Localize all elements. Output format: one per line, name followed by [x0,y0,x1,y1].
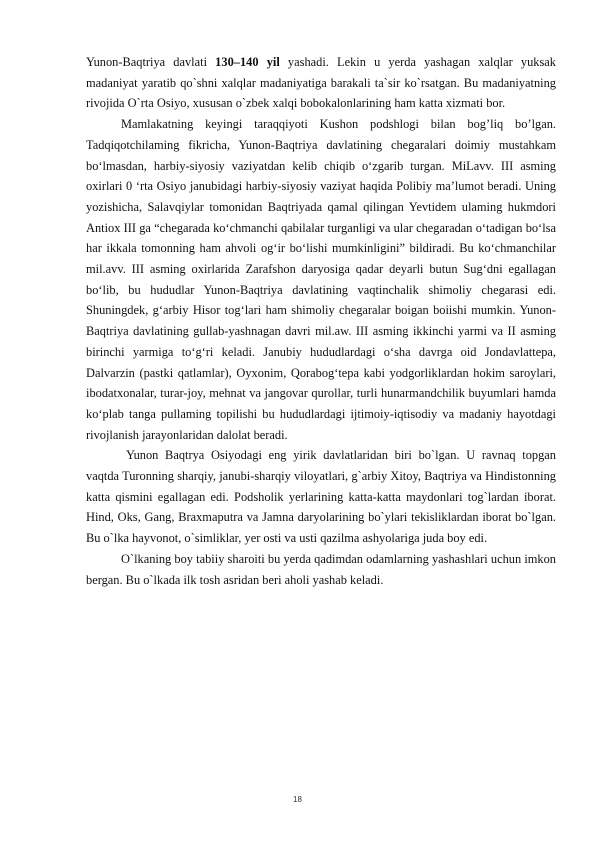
paragraph-1-lead: Yunon-Baqtriya davlati [86,55,216,69]
page-number: 18 [293,795,302,804]
paragraph-3: Yunon Baqtrya Osiyodagi eng yirik davlatlaridan biri bo`lgan. U ravnaq topgan vaqtda Turonning sharqiy, janubi-sharqiy viloyatlari, g`arbiy Xitoy, Baqtriya va Hindistonning katta qismini egallagan edi. Podsholik yerlarining katta-katta maydonlari tog`lardan iborat. Hind, Oks, Gang, Braxmaputra va Jamna daryolarining bo`ylari tekisliklardan iborat bo`lgan. Bu o`lka hayvonot, o`simliklar, yer osti va usti qazilma ashyolariga juda boy edi. [86,448,556,546]
page-body [86,52,556,590]
paragraph-1 [86,52,556,114]
paragraph-1-text: yashadi. Lekin u yerda yashagan xalqlar yuksak madaniyat yaratib qo`shni xalqlar madaniyatiga barakali ta`sir ko`rsatgan. Bu madaniyatning rivojida O`rta Osiyo, xususan o`zbek xalqi bobokalonlarining ham katta xizmati bor. [86,55,557,111]
paragraph-2: Mamlakatning keyingi taraqqiyoti Kushon podshlogi bilan bog’liq bo’lgan. Tadqiqotchilaming fikricha, Yunon-Baqtriya davlatining chegaralari doimiy mustahkam bo‘lmasdan, harbiy-siyosiy vaziyatdan kelib chiqib o‘zgarib turgan. MiLavv. III asming oxirlari 0 ‘rta Osiyo janubidagi harbiy-siyosiy vaziyat haqida Polibiy ma’lumot beradi. Uning yozishicha, Salavqiylar tomonidan Baqtriyada qamal qilingan Yevtidem ulaming hukmdori Antiox III ga “chegarada ko‘chmanchi qabilalar turganligi va ular chegaradan o‘tadigan bo‘lsa har ikkala tomonning ham ahvoli og‘ir bo‘lishi mumkinligini” bildiradi. Bu ko‘chmanchilar mil.avv. III asming oxirlarida Zarafshon daryosiga qadar deyarli butun Sug‘dni egallagan bo‘lib, bu hududlar Yunon-Baqtriya davlatining vaqtinchalik shimoliy chegarasi edi. Shuningdek, g‘arbiy Hisor tog‘lari ham shimoliy chegaralar boigan boiishi mumkin. Yunon-Baqtriya davlatining gullab-yashnagan davri mil.aw. III asming ikkinchi yarmi va II asming birinchi yarmiga to‘g‘ri keladi. Janubiy hududlardagi o‘sha davrga oid Jondavlattepa, Dalvarzin (pastki qatlamlar), Oyxonim, Qorabog‘tepa kabi yodgorliklardan hokim saroylari, ibodatxonalar, turar-joy, mehnat va jangovar qurollar, turli hunarmandchilik buyumlari hamda ko‘plab tanga pullaming topilishi bu hududlardagi ijtimoiy-iqtisodiy va madaniy hayotdagi rivojlanish jarayonlaridan dalolat beradi. [86,117,556,442]
paragraph-4: O`lkaning boy tabiiy sharoiti bu yerda qadimdan odamlarning yashashlari uchun imkon bergan. Bu o`lkada ilk tosh asridan beri aholi yashab keladi. [86,551,556,587]
paragraph-1-bold: 130–140 yil [215,55,280,69]
